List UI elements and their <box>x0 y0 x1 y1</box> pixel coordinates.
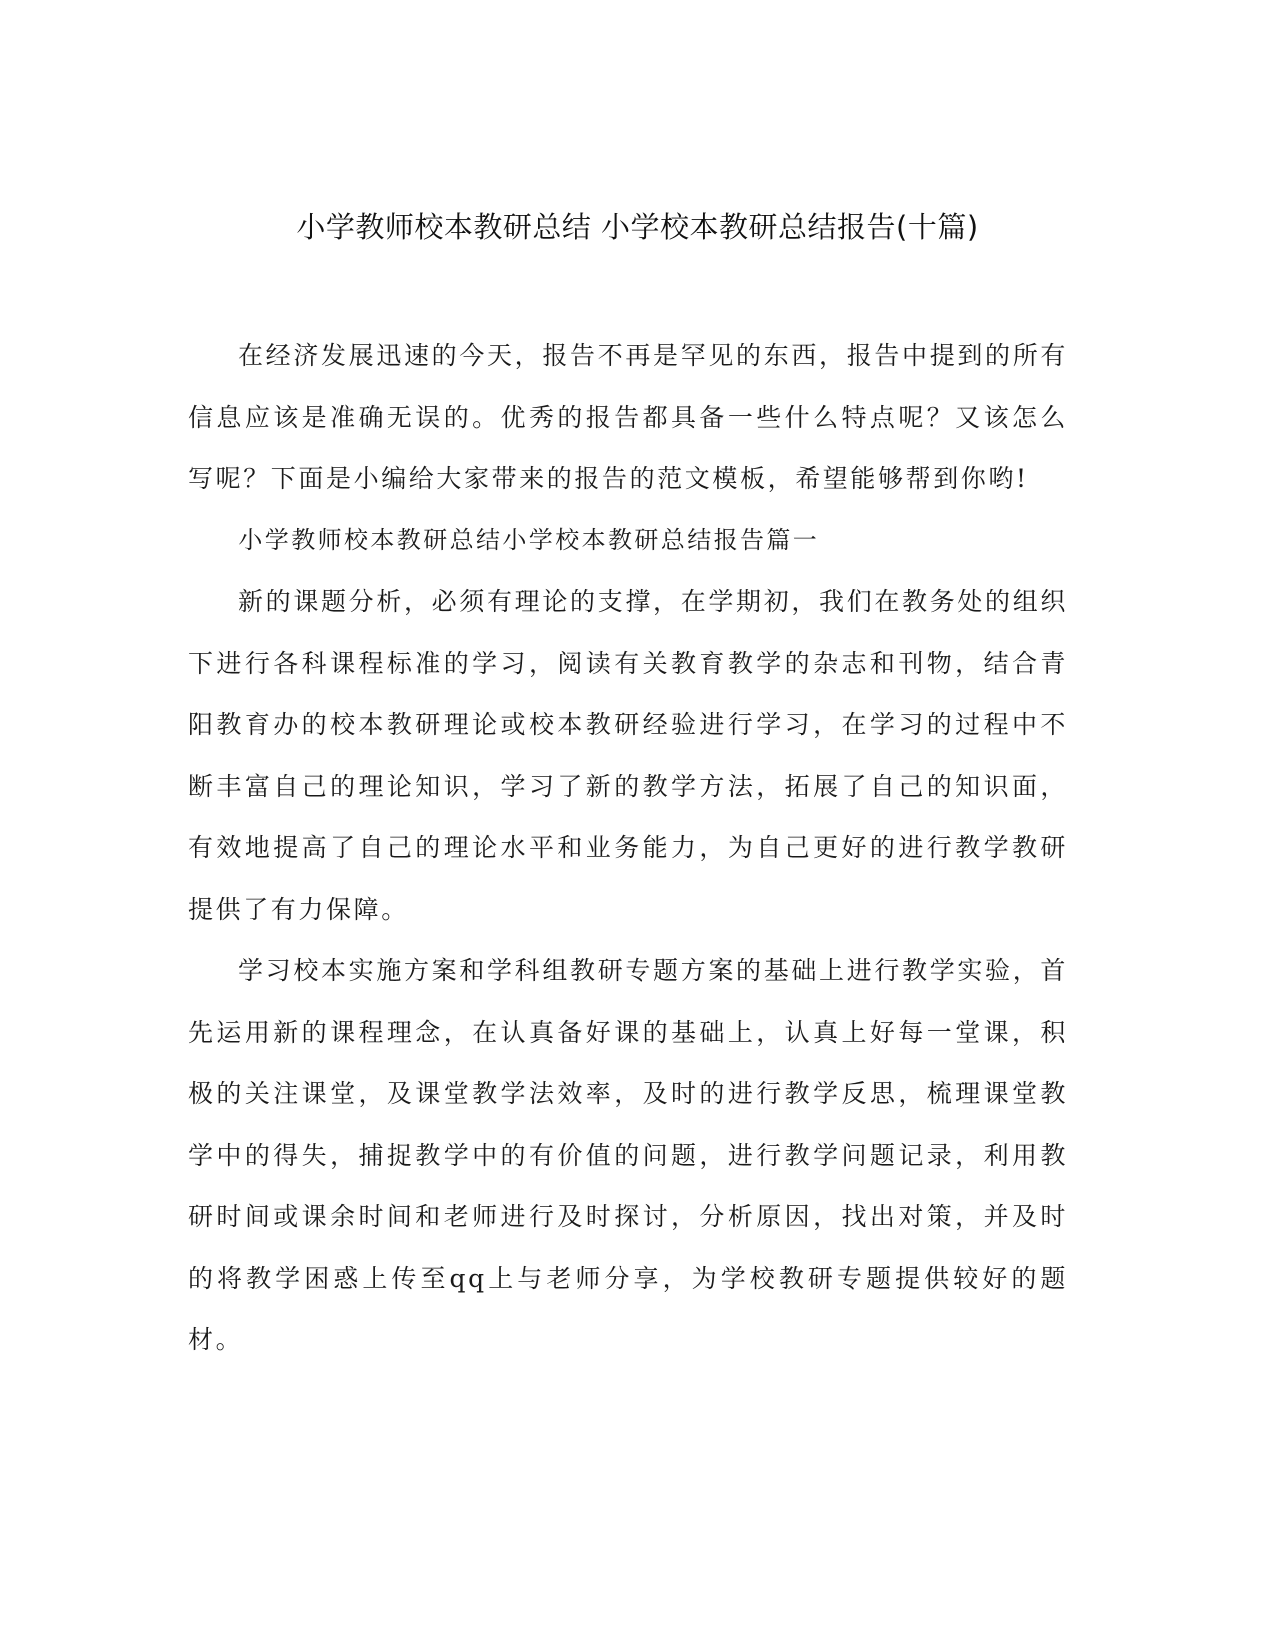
document-title: 小学教师校本教研总结 小学校本教研总结报告(十篇) <box>296 210 979 244</box>
section-heading: 小学教师校本教研总结小学校本教研总结报告篇一 <box>238 525 820 554</box>
intro-paragraph: 在经济发展迅速的今天，报告不再是罕见的东西，报告中提到的所有信息应该是准确无误的。优秀的报告都具备一些什么特点呢？又该怎么写呢？下面是小编给大家带来的报告的范文模板，希望能够帮到你哟! <box>188 341 1068 493</box>
document-body <box>188 325 1068 1371</box>
body-paragraph-2: 学习校本实施方案和学科组教研专题方案的基础上进行教学实验，首先运用新的课程理念，在认真备好课的基础上，认真上好每一堂课，积极的关注课堂，及课堂教学法效率，及时的进行教学反思，梳理课堂教学中的得失，捕捉教学中的有价值的问题，进行教学问题记录，利用教研时间或课余时间和老师进行及时探讨，分析原因，找出对策，并及时的将教学困惑上传至qq上与老师分享，为学校教研专题提供较好的题材。 <box>188 956 1068 1354</box>
body-paragraph-1: 新的课题分析，必须有理论的支撑，在学期初，我们在教务处的组织下进行各科课程标准的学习，阅读有关教育教学的杂志和刊物，结合青阳教育办的校本教研理论或校本教研经验进行学习，在学习的过程中不断丰富自己的理论知识，学习了新的教学方法，拓展了自己的知识面，有效地提高了自己的理论水平和业务能力，为自己更好的进行教学教研提供了有力保障。 <box>188 587 1068 924</box>
